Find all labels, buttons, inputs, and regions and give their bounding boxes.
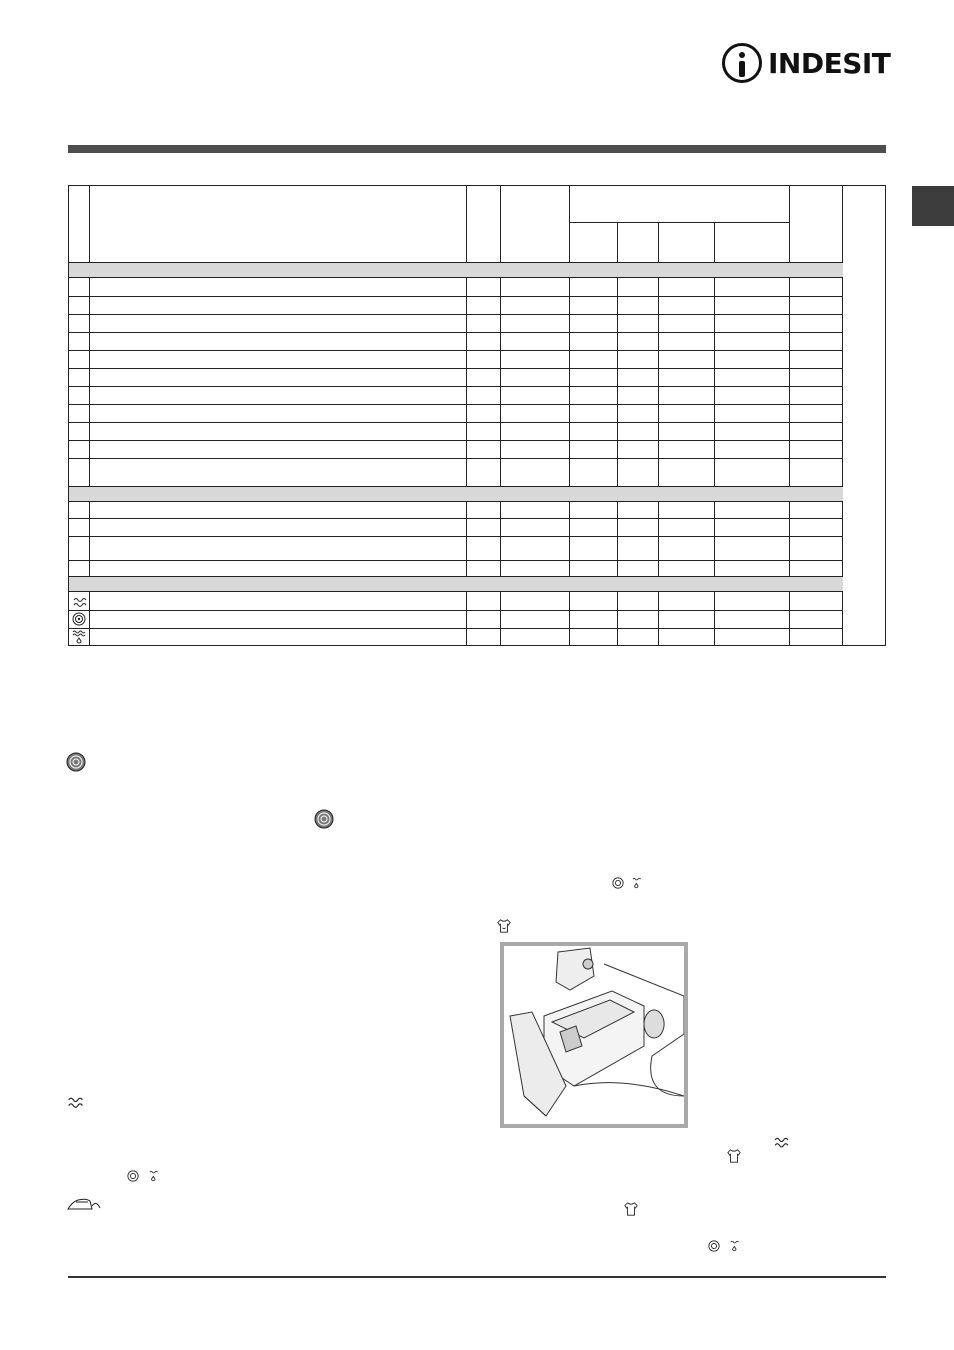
row-line — [69, 422, 843, 423]
spin-icon — [708, 1240, 720, 1252]
indesit-logo-icon — [722, 43, 762, 83]
shirt-icon — [497, 918, 511, 934]
language-tab — [912, 186, 954, 226]
detergent-drawer-illustration — [500, 942, 688, 1128]
rinse-icon — [66, 1093, 84, 1109]
drain-icon — [730, 1239, 742, 1253]
section-band — [69, 262, 843, 278]
row-line — [69, 404, 843, 405]
header-subline — [569, 222, 789, 223]
row-line — [69, 332, 843, 333]
row-line — [69, 628, 843, 629]
row-line — [69, 536, 843, 537]
row-line — [69, 560, 843, 561]
header-rule — [68, 145, 886, 153]
shirt-icon — [624, 1201, 638, 1217]
spin-icon — [127, 1170, 139, 1182]
spin-icon — [72, 612, 86, 626]
footer-rule — [68, 1276, 886, 1278]
iron-icon — [66, 1196, 104, 1212]
drain-icon — [149, 1169, 161, 1183]
spin-icon — [612, 877, 624, 889]
row-line — [69, 296, 843, 297]
section-band — [69, 486, 843, 502]
rinse-icon — [72, 594, 87, 608]
spiral-knob-icon — [66, 752, 86, 772]
shirt-icon — [727, 1148, 741, 1164]
detergent-drawer-drawing — [504, 946, 684, 1124]
brand-name: INDESIT — [768, 46, 891, 80]
row-line — [69, 610, 843, 611]
row-line — [69, 458, 843, 459]
programme-table — [68, 185, 886, 646]
row-line — [69, 386, 843, 387]
row-line — [69, 368, 843, 369]
section-band — [69, 576, 843, 592]
drain-icon — [72, 629, 86, 644]
rinse-icon — [773, 1133, 789, 1149]
indesit-logo — [722, 38, 890, 88]
row-line — [69, 314, 843, 315]
row-line — [69, 440, 843, 441]
row-line — [69, 350, 843, 351]
drain-icon — [632, 876, 644, 890]
row-line — [69, 518, 843, 519]
spiral-knob-icon — [314, 809, 334, 829]
